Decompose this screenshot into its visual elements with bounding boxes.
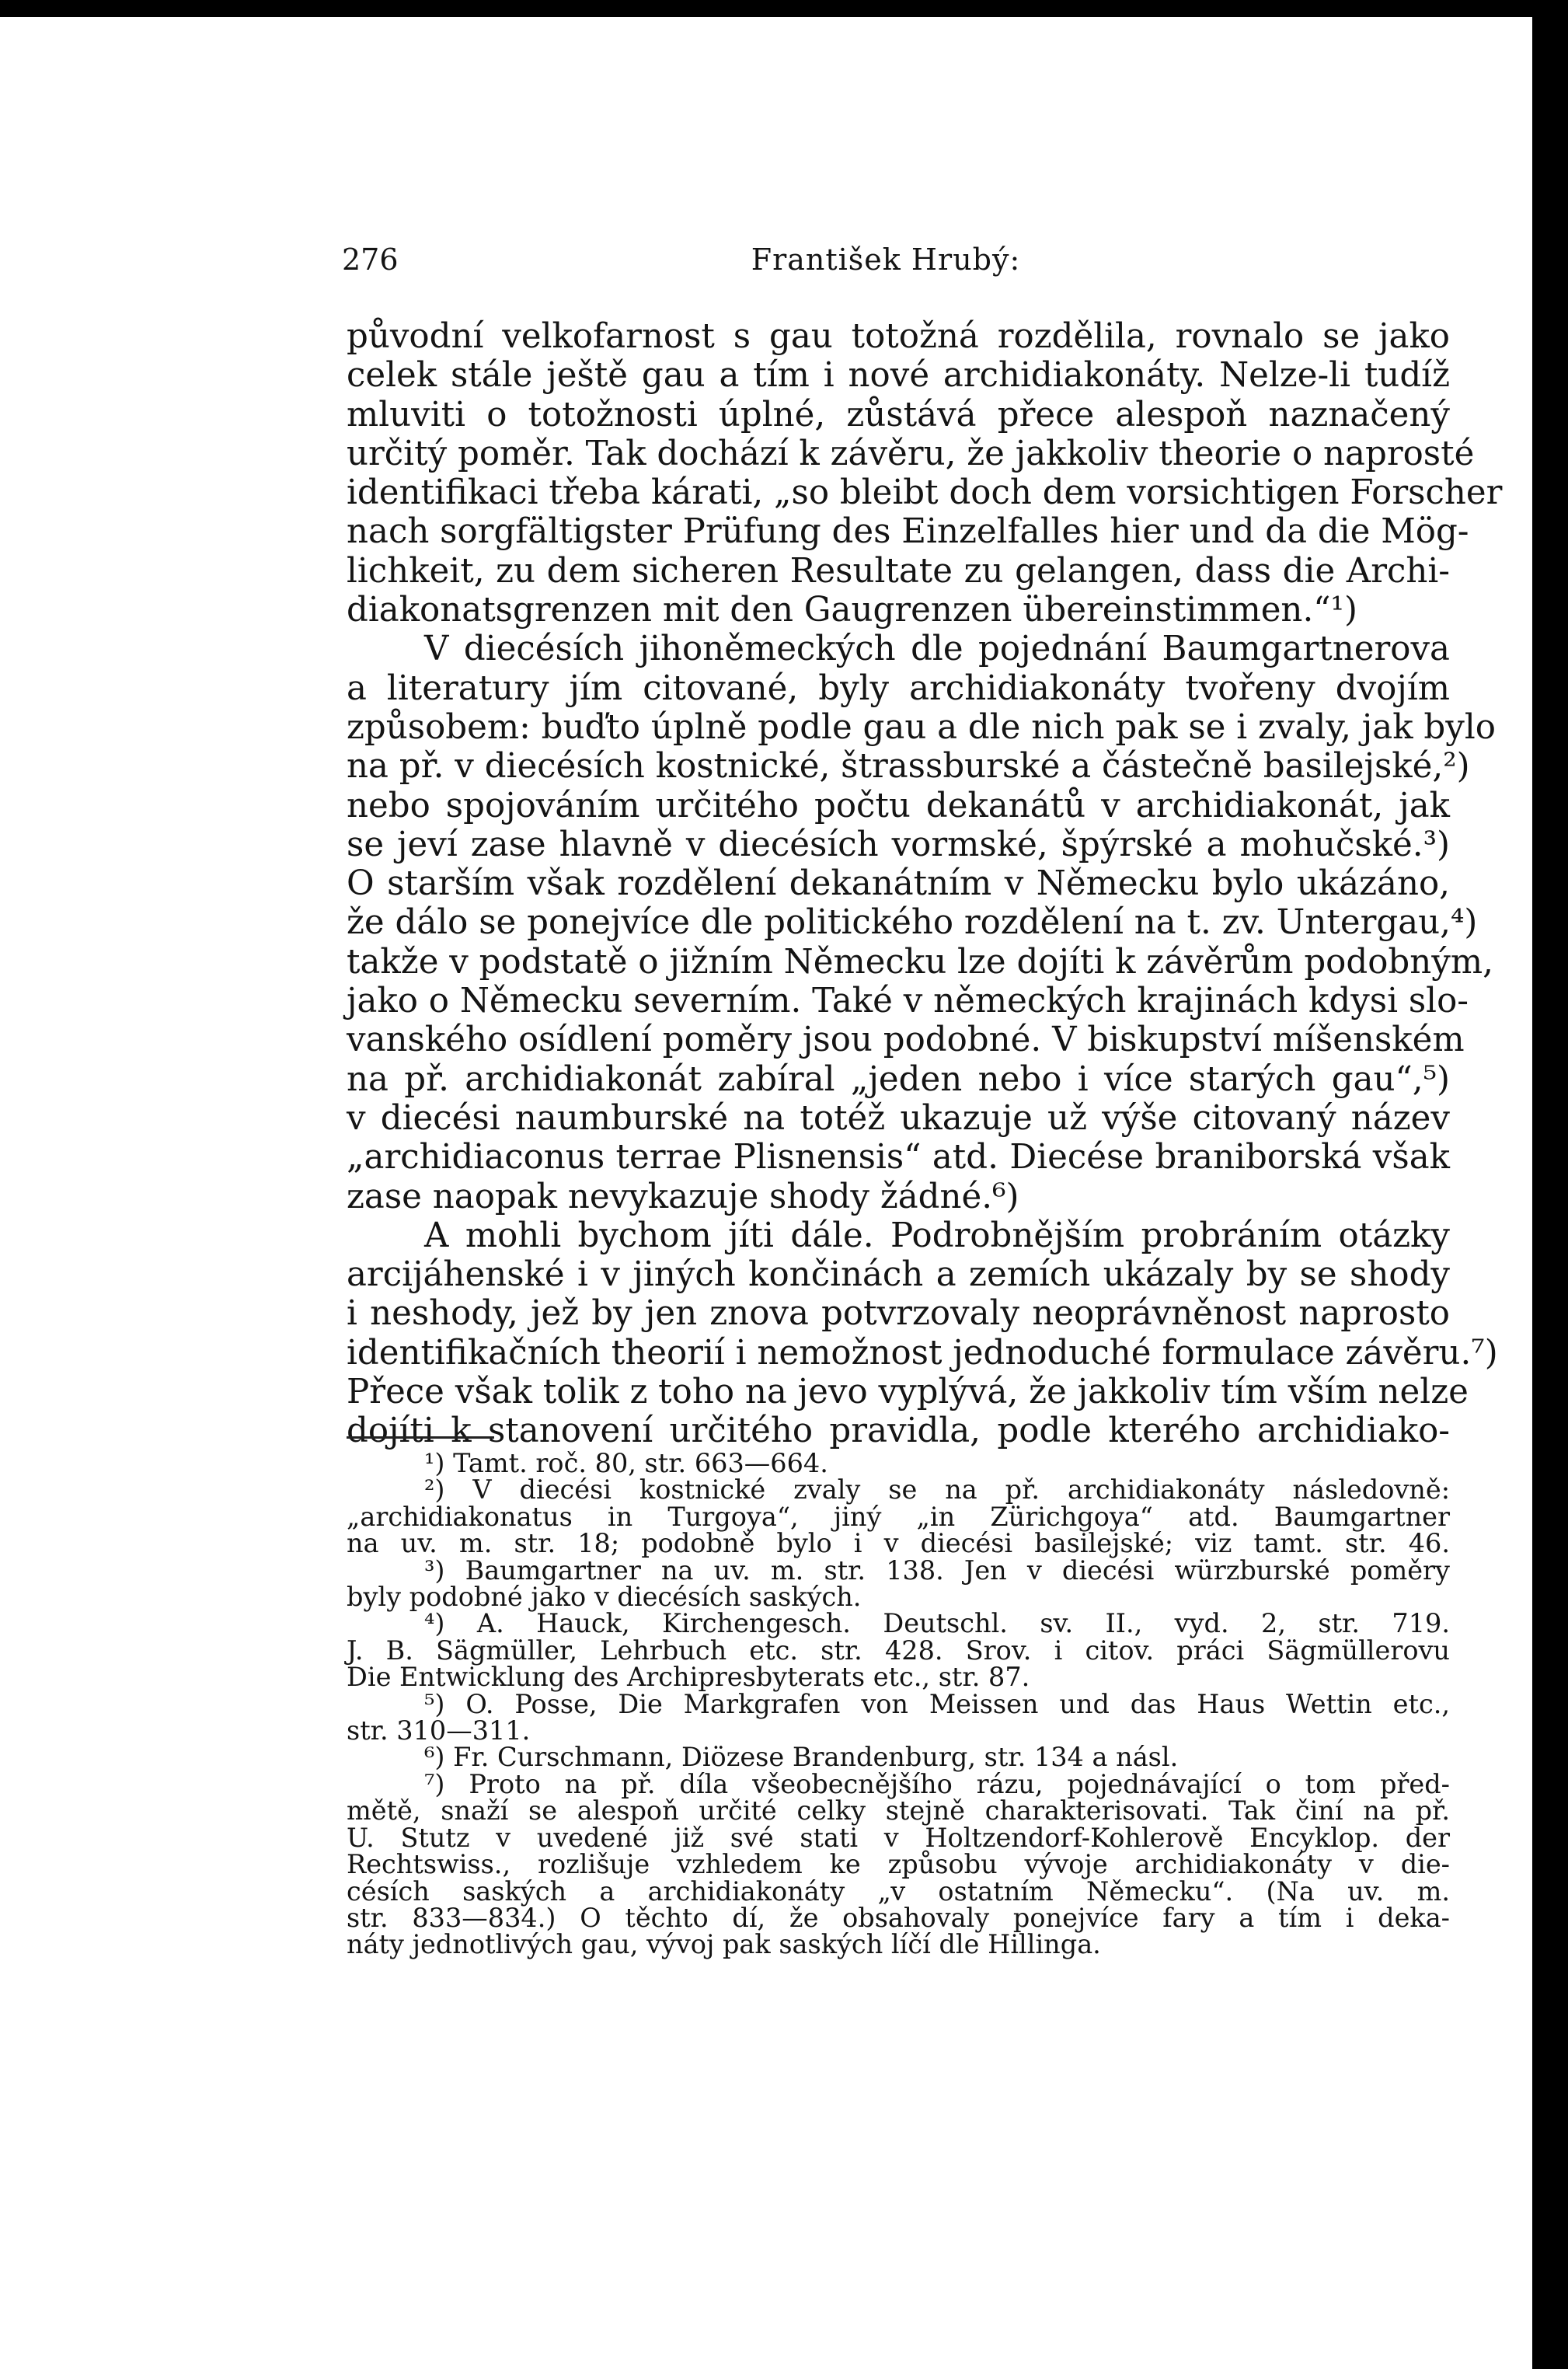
text-line: jako o Německu severním. Také v německých krajinách kdysi slo- (347, 982, 1469, 1021)
footnote-line: „archidiakonatus in Turgoya“, jiný „in Zürichgoya“ atd. Baumgartner (347, 1501, 1450, 1532)
text-line: na př. v diecésích kostnické, štrassburské a částečně basilejské,²) (347, 747, 1470, 787)
page-number: 276 (342, 242, 399, 277)
scan-border-top (0, 0, 1568, 17)
running-head: František Hrubý: (751, 242, 1021, 277)
text-line: Přece však tolik z toho na jevo vyplývá, že jakkoliv tím vším nelze (347, 1373, 1469, 1412)
text-line: a literatury jím citované, byly archidiakonáty tvořeny dvojím (347, 668, 1450, 708)
text-line: takže v podstatě o jižním Německu lze dojíti k závěrům podobným, (347, 942, 1493, 982)
scan-border-right (1532, 0, 1568, 2369)
text-line: způsobem: buďto úplně podle gau a dle nich pak se i zvaly, jak bylo (347, 707, 1496, 747)
text-line: i neshody, jež by jen znova potvrzovaly neoprávněnost naprosto (347, 1294, 1450, 1334)
text-line: mluviti o totožnosti úplné, zůstává přece alespoň naznačený (347, 395, 1450, 434)
footnote-line: Die Entwicklung des Archipresbyterats etc., str. 87. (347, 1662, 1030, 1693)
footnote-line: náty jednotlivých gau, vývoj pak saských líčí dle Hillinga. (347, 1929, 1101, 1960)
footnote-line: str. 310—311. (347, 1715, 531, 1746)
footnote-line: Rechtswiss., rozlišuje vzhledem ke způsobu vývoje archidiakonáty v die- (347, 1849, 1450, 1880)
footnote-line: ²) V diecési kostnické zvaly se na př. archidiakonáty následovně: (424, 1474, 1450, 1505)
text-line: určitý poměr. Tak dochází k závěru, že jakkoliv theorie o naprosté (347, 434, 1475, 473)
page-header (342, 242, 1430, 289)
footnote-line: ⁴) A. Hauck, Kirchengesch. Deutschl. sv. II., vyd. 2, str. 719. (424, 1608, 1450, 1639)
text-line: arcijáhenské i v jiných končinách a zemích ukázaly by se shody (347, 1255, 1450, 1295)
text-line: v diecési naumburské na totéž ukazuje už výše citovaný název (347, 1098, 1450, 1138)
text-line: A mohli bychom jíti dále. Podrobnějším probráním otázky (424, 1216, 1450, 1255)
main-text (347, 317, 1503, 1451)
footnote-line: mětě, snaží se alespoň určité celky stejně charakterisovati. Tak činí na př. (347, 1795, 1450, 1826)
footnote-separator (347, 1436, 494, 1439)
text-line: diakonatsgrenzen mit den Gaugrenzen übereinstimmen.“¹) (347, 591, 1357, 630)
text-line: identifikaci třeba kárati, „so bleibt doch dem vorsichtigen Forscher (347, 473, 1503, 513)
footnotes (347, 1450, 1450, 1959)
footnote-line: byly podobné jako v diecésích saských. (347, 1582, 862, 1613)
text-line: lichkeit, zu dem sicheren Resultate zu gelangen, dass die Archi- (347, 551, 1450, 591)
footnote-line: J. B. Sägmüller, Lehrbuch etc. str. 428. Srov. i citov. práci Sägmüllerovu (347, 1635, 1450, 1666)
text-line: se jeví zase hlavně v diecésích vormské, špýrské a mohučské.³) (347, 825, 1450, 864)
text-line: dojíti k stanovení určitého pravidla, podle kterého archidiako- (347, 1411, 1450, 1451)
text-line: O starším však rozdělení dekanátním v Německu bylo ukázáno, (347, 864, 1450, 904)
footnote-line: ¹) Tamt. roč. 80, str. 663—664. (424, 1448, 828, 1478)
text-line: vanského osídlení poměry jsou podobné. V biskupství míšenském (347, 1021, 1465, 1060)
footnote-line: césích saských a archidiakonáty „v ostatním Německu“. (Na uv. m. (347, 1875, 1450, 1907)
text-line: že dálo se ponejvíce dle politického rozdělení na t. zv. Untergau,⁴) (347, 903, 1478, 943)
text-line: původní velkofarnost s gau totožná rozdělila, rovnalo se jako (347, 317, 1450, 356)
footnote-line: ⁷) Proto na př. díla všeobecnějšího rázu, pojednávající o tom před- (424, 1768, 1450, 1799)
footnote-line: na uv. m. str. 18; podobně bylo i v diecési basilejské; viz tamt. str. 46. (347, 1528, 1450, 1559)
text-line: zase naopak nevykazuje shody žádné.⁶) (347, 1177, 1019, 1216)
text-line: identifikačních theorií i nemožnost jednoduché formulace závěru.⁷) (347, 1333, 1498, 1373)
text-line: nebo spojováním určitého počtu dekanátů v archidiakonát, jak (347, 786, 1450, 825)
text-line: „archidiaconus terrae Plisnensis“ atd. Diecése braniborská však (347, 1138, 1450, 1178)
text-line: nach sorgfältigster Prüfung des Einzelfalles hier und da die Mög- (347, 512, 1469, 552)
footnote-line: str. 833—834.) O těchto dí, že obsahovaly ponejvíce fary a tím i deka- (347, 1902, 1450, 1933)
text-line: na př. archidiakonát zabíral „jeden nebo i více starých gau“,⁵) (347, 1059, 1450, 1099)
footnote-line: U. Stutz v uvedené již své stati v Holtzendorf-Kohlerově Encyklop. der (347, 1822, 1450, 1853)
footnote-line: ⁵) O. Posse, Die Markgrafen von Meissen und das Haus Wettin etc., (424, 1688, 1450, 1719)
text-line: V diecésích jihoněmeckých dle pojednání Baumgartnerova (424, 630, 1450, 669)
text-line: celek stále ještě gau a tím i nové archidiakonáty. Nelze-li tudíž (347, 356, 1450, 396)
footnote-line: ⁶) Fr. Curschmann, Diözese Brandenburg, str. 134 a násl. (424, 1742, 1179, 1773)
footnote-line: ³) Baumgartner na uv. m. str. 138. Jen v diecési würzburské poměry (424, 1554, 1450, 1586)
